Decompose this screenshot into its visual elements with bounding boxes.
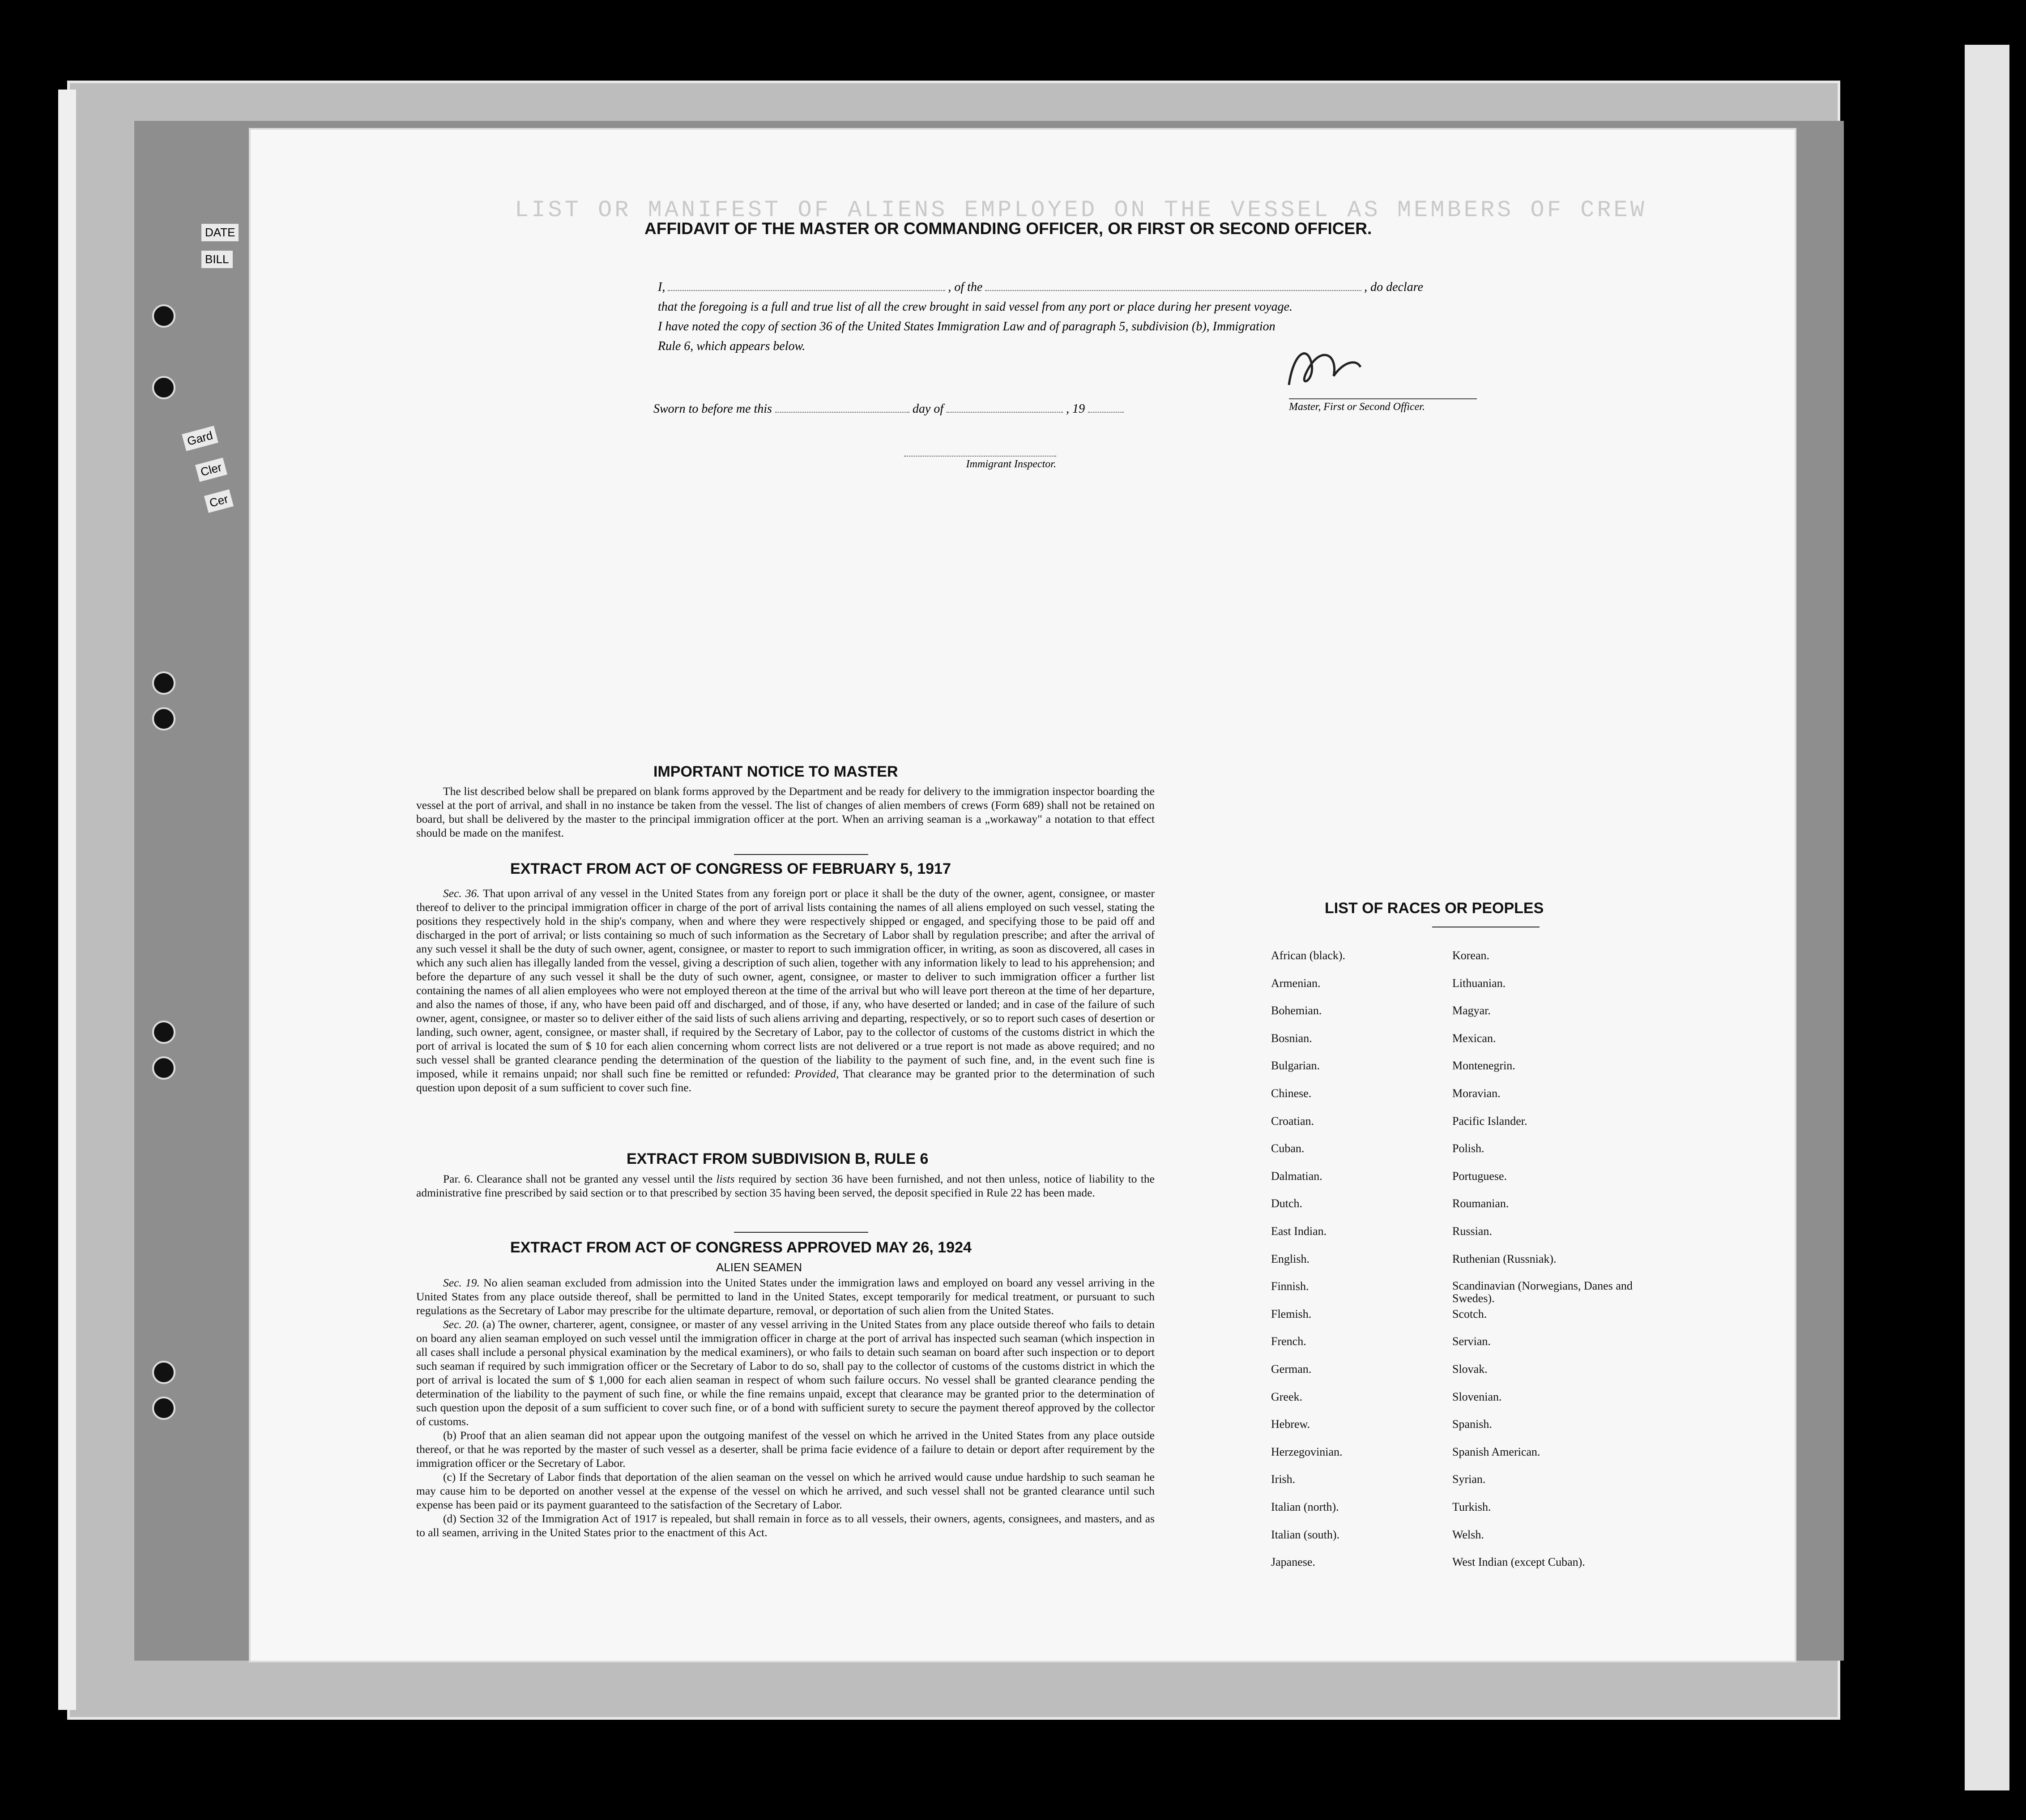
race-item: African (black).: [1271, 949, 1346, 962]
race-item: Welsh.: [1452, 1528, 1484, 1541]
notice-text: The list described below shall be prepared on blank forms approved by the Department and be ready for delivery to the immigration inspector boarding the vessel at the port of arrival, and shall in no instance be taken from the vessel. The list of changes of alien members of crews (Form 689) shall not be retained on board, but shall be delivered by the master to the principal immigration officer at the port. When an arriving seaman is a „workaway" a notation to that effect should be made on the manifest.: [416, 785, 1155, 839]
race-item: Lithuanian.: [1452, 976, 1506, 990]
tab-bill: BILL: [201, 251, 233, 268]
race-item: Cuban.: [1271, 1142, 1305, 1155]
race-item: Armenian.: [1271, 976, 1321, 990]
punch-hole: [152, 1397, 175, 1420]
race-item: Slovenian.: [1452, 1390, 1502, 1403]
race-item: German.: [1271, 1363, 1312, 1376]
affidavit-i: I,: [658, 280, 665, 294]
sworn-line: [653, 402, 1124, 416]
race-item: Dutch.: [1271, 1197, 1303, 1210]
alien-seamen-subtitle: ALIEN SEAMEN: [716, 1260, 802, 1274]
race-item: Montenegrin.: [1452, 1059, 1515, 1072]
race-item: Roumanian.: [1452, 1197, 1509, 1210]
races-title: LIST OF RACES OR PEOPLES: [1325, 900, 1544, 917]
extract-1924-text: Sec. 19. No alien seaman excluded from admission into the United States under the immigration laws and employed on board any vessel arriving in the United States from any place outside thereof, shall be permitted to land in the United States, except temporarily for medical treatment, or pursuant to such regulations as the Secretary of Labor may prescribe for the ultimate departure, removal, or deportation of such alien from the United States. Sec. 20. (a) The owner, charterer, agent, consignee, or master of any vessel arriving in the United States from any place outside thereof who fails to detain on board any alien seaman employed on such vessel until the immigration officer in charge at the port of arrival has inspected such seaman (which inspection in all cases shall include a personal physical examination by the medical examiners), or who fails to detain such seaman on board after such inspection or to deport such seaman if required by such immigration officer or the Secretary of Labor to do so, shall pay to the collector of customs of the customs district in which the port of arrival is located the sum of $ 1,000 for each alien seaman in respect of whom such failure occurs. No vessel shall be granted clearance pending the determination of the liability to the payment of such fine, or while the fine remains unpaid, except that clearance may be granted prior to the determination of such question upon the deposit of a sum sufficient to cover such fine, or of a bond with sufficient surety to secure the payment thereof approved by the collector of customs. (b) Proof that an alien seaman did not appear upon the outgoing manifest of the vessel on which he arrived in the United States from any place outside thereof, or that he was reported by the master of such vessel as a deserter, shall be prima facie evidence of a failure to detain or deport after requirement by the immigration officer or the Secretary of Labor. (c) If the Secretary of Labor finds that deportation of the alien seaman on the vessel on which he arrived would cause undue hardship to such seaman he may cause him to be deported on another vessel at the expense of the vessel on which he arrived, and such vessel shall not be granted clearance until such expense has been paid or its payment guaranteed to the satisfaction of the Secretary of Labor. (d) Section 32 of the Immigration Act of 1917 is repealed, but shall remain in force as to all vessels, their owners, agents, consignees, and masters, and as to all seamen, arriving in the United States prior to the enactment of this Act.: [416, 1276, 1155, 1539]
race-item: Scotch.: [1452, 1307, 1487, 1320]
faint-manifest-header: LIST OR MANIFEST OF ALIENS EMPLOYED ON THE VESSEL AS MEMBERS OF CREW: [515, 197, 1647, 223]
race-item: Scandinavian (Norwegians, Danes and Swedes).: [1452, 1279, 1633, 1305]
extract-1924-title: EXTRACT FROM ACT OF CONGRESS APPROVED MAY 26, 1924: [510, 1239, 972, 1256]
year-text: , 19: [1066, 402, 1085, 416]
race-item: Greek.: [1271, 1390, 1303, 1403]
master-signature: [1280, 336, 1369, 398]
race-item: Bosnian.: [1271, 1031, 1312, 1045]
race-item: Bohemian.: [1271, 1004, 1322, 1017]
affidavit-line-2: that the foregoing is a full and true list of all the crew brought in said vessel from any port or place during her present voyage.: [658, 300, 1293, 314]
affidavit-line-4: Rule 6, which appears below.: [658, 339, 806, 353]
affidavit-page: [251, 130, 1795, 1661]
extract-1917-title: EXTRACT FROM ACT OF CONGRESS OF FEBRUARY 5, 1917: [510, 860, 951, 877]
sworn-text: Sworn to before me this: [653, 402, 772, 416]
race-item: Polish.: [1452, 1142, 1484, 1155]
race-item: Chinese.: [1271, 1087, 1312, 1100]
notice-title: IMPORTANT NOTICE TO MASTER: [653, 763, 898, 780]
affidavit-title: AFFIDAVIT OF THE MASTER OR COMMANDING OFFICER, OR FIRST OR SECOND OFFICER.: [644, 219, 1372, 238]
race-item: Dalmatian.: [1271, 1169, 1322, 1183]
inspector-signature-line: Immigrant Inspector.: [904, 456, 1056, 470]
punch-hole: [152, 1021, 175, 1044]
race-item: Italian (south).: [1271, 1528, 1340, 1541]
vessel-field: [985, 290, 1361, 291]
race-item: Spanish.: [1452, 1418, 1492, 1431]
affidavit-declare: , do declare: [1364, 280, 1423, 294]
punch-hole: [152, 1361, 175, 1384]
race-item: Moravian.: [1452, 1087, 1501, 1100]
punch-hole: [152, 707, 175, 731]
race-item: Servian.: [1452, 1335, 1491, 1348]
race-item: Ruthenian (Russniak).: [1452, 1252, 1557, 1265]
day-of-text: day of: [912, 402, 944, 416]
race-item: Spanish American.: [1452, 1445, 1540, 1458]
race-item: Flemish.: [1271, 1307, 1312, 1320]
race-item: Syrian.: [1452, 1473, 1486, 1486]
race-item: West Indian (except Cuban).: [1452, 1555, 1585, 1569]
race-item: Croatian.: [1271, 1114, 1314, 1128]
race-item: Pacific Islander.: [1452, 1114, 1527, 1128]
rule6-title: EXTRACT FROM SUBDIVISION B, RULE 6: [627, 1150, 929, 1167]
race-item: Mexican.: [1452, 1031, 1496, 1045]
punch-hole: [152, 376, 175, 399]
divider: [734, 854, 868, 855]
race-item: Magyar.: [1452, 1004, 1491, 1017]
race-item: English.: [1271, 1252, 1309, 1265]
race-item: Korean.: [1452, 949, 1490, 962]
card-label-3: Cer: [204, 489, 234, 513]
punch-hole: [152, 304, 175, 328]
race-item: French.: [1271, 1335, 1306, 1348]
rule6-text: Par. 6. Clearance shall not be granted any vessel until the lists required by section 36 have been furnished, and not then unless, notice of liability to the administrative fine prescribed by said section or to that prescribed by section 35 having been served, the deposit specified in Rule 22 has been made.: [416, 1172, 1155, 1199]
race-item: Hebrew.: [1271, 1418, 1310, 1431]
race-item: Russian.: [1452, 1225, 1492, 1238]
left-paper-edge: [58, 90, 76, 1710]
right-paper-strip: [1965, 45, 2009, 1790]
affidavit-of-the: , of the: [948, 280, 983, 294]
race-item: Irish.: [1271, 1473, 1296, 1486]
card-label-1: Gard: [182, 426, 218, 451]
race-item: Slovak.: [1452, 1363, 1488, 1376]
punch-hole: [152, 671, 175, 695]
extract-1917-text: Sec. 36. That upon arrival of any vessel in the United States from any foreign port or place it shall be the duty of the owner, agent, consignee, or master thereof to deliver to the principal immigration officer in charge of the port of arrival lists containing the names of all aliens employed on such vessel, stating the positions they respectively hold in the ship's company, when and where they were respectively shipped or engaged, and specifying those to be paid off and discharged in the port of arrival; or lists containing so much of such information as the Secretary of Labor shall by regulation prescribe; and after the arrival of any such vessel it shall be the duty of such owner, agent, consignee, or master to report to such immigration officer, in writing, as soon as discovered, all cases in which any such alien has illegally landed from the vessel, giving a description of such alien, together with any information likely to lead to his apprehension; and before the departure of any such vessel it shall be the duty of such owner, agent, consignee, or master to deliver to such immigration officer a further list containing the names of all alien employees who were not employed thereon at the time of the arrival but who will leave port thereon at the time of her departure, and also the names of those, if any, who have been paid off and discharged, and of those, if any, who have deserted or landed; and in case of the failure of such owner, agent, consignee, or master so to deliver either of the said lists of such aliens arriving and departing, respectively, or so to report such cases of desertion or landing, such owner, agent, consignee, or master shall, if required by the Secretary of Labor, pay to the collector of customs of the customs district in which the port of arrival is located the sum of $ 10 for each alien concerning whom correct lists are not delivered or a true report is not made as above required; and no such vessel shall be granted clearance pending the determination of the question of the liability to the payment of such fine, and, in the event such fine is imposed, while it remains unpaid; nor shall such fine be remitted or refunded: Provided, That clearance may be granted prior to the determination of such question upon deposit of a sum sufficient to cover such fine.: [416, 887, 1155, 1094]
race-item: Portuguese.: [1452, 1169, 1507, 1183]
race-item: Herzegovinian.: [1271, 1445, 1343, 1458]
tab-date: DATE: [201, 224, 239, 241]
affidavit-line-3: I have noted the copy of section 36 of the United States Immigration Law and of paragraph 5, subdivision (b), Immigration: [658, 320, 1275, 333]
card-label-2: Cler: [195, 457, 227, 482]
race-item: Bulgarian.: [1271, 1059, 1320, 1072]
race-item: Japanese.: [1271, 1555, 1315, 1569]
race-item: Finnish.: [1271, 1280, 1309, 1293]
punch-hole: [152, 1056, 175, 1080]
divider: [734, 1232, 868, 1233]
master-signature-line: Master, First or Second Officer.: [1289, 398, 1477, 413]
name-field: [668, 290, 945, 291]
race-item: Italian (north).: [1271, 1500, 1339, 1513]
race-item: Turkish.: [1452, 1500, 1491, 1513]
race-item: East Indian.: [1271, 1225, 1327, 1238]
